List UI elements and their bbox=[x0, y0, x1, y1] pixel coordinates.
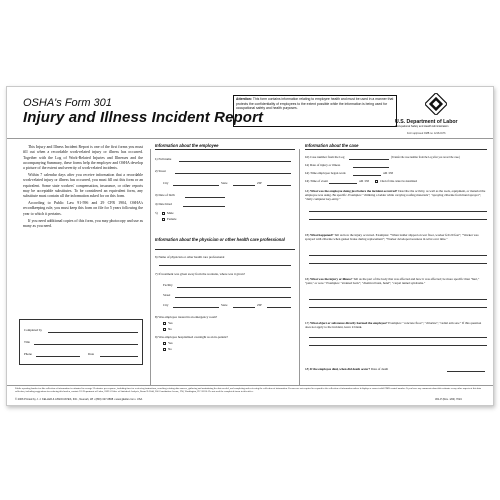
hospital-no-checkbox[interactable] bbox=[163, 348, 166, 351]
title-label: Title bbox=[24, 340, 30, 344]
field-number: 10) bbox=[305, 155, 310, 159]
city-label: City bbox=[163, 181, 169, 185]
completed-by-box bbox=[19, 319, 143, 365]
time-undetermined-label: Check if time cannot be determined bbox=[380, 180, 418, 183]
facility-state-field[interactable] bbox=[233, 307, 255, 308]
field-number: 12) bbox=[305, 171, 310, 175]
female-label: Female bbox=[167, 217, 177, 221]
physician-field-6 bbox=[155, 255, 224, 259]
injury-date-label: Date of injury or illness bbox=[309, 163, 341, 167]
event-time-field[interactable] bbox=[329, 183, 357, 184]
form-code: 301-P (Rev. 1/04) 7024 bbox=[435, 398, 462, 401]
physician-name-label: Name of physician or other health care professional bbox=[158, 255, 225, 259]
city-field[interactable] bbox=[173, 185, 219, 186]
intro-paragraph: Within 7 calendar days after you receive information that a recordable work-related injury or illness has occurred, you must fill out this form or an equivalent. Some state workers' compensation, insurance, or other reports may be acceptable substitutes. To be considered an equivalent form, any substitute must contain all the information asked for on this form. bbox=[23, 173, 143, 199]
intro-paragraph: This Injury and Illness Incident Report is one of the first forms you must fill out when a recordable work-related injury or illness has occurred. Together with the Log of Work-Related Injuries and Illnesses and the accompanying Summary, these forms help the employer and OSHA develop a picture of the extent and severity of work-related incidents. bbox=[23, 145, 143, 171]
osha-form-301-sheet bbox=[6, 86, 494, 406]
attention-label: Attention: bbox=[236, 97, 253, 101]
question-text: Tell us how the injury occurred. Examples: "When ladder slipped on wet floor, worker fell 20 feet"; "Worker was sprayed with chlorine when gasket broke during replacement"; "Worker developed soreness in wrist over time." bbox=[305, 233, 479, 242]
case-number-field[interactable] bbox=[349, 159, 389, 160]
date-hired-field[interactable] bbox=[183, 206, 225, 207]
facility-street-field[interactable] bbox=[175, 297, 291, 298]
injury-date-field[interactable] bbox=[353, 167, 389, 168]
dol-seal-icon bbox=[425, 93, 447, 115]
er-yes-checkbox[interactable] bbox=[163, 322, 166, 325]
emergency-room-question: Was employee treated in an emergency room? bbox=[158, 315, 218, 319]
field-number: 3) bbox=[155, 193, 158, 197]
no-label: No bbox=[168, 347, 172, 351]
time-undetermined-checkbox[interactable] bbox=[375, 180, 378, 183]
date-of-death-field[interactable] bbox=[447, 371, 485, 372]
no-label: No bbox=[168, 327, 172, 331]
case-question-17 bbox=[305, 321, 487, 329]
facility-zip-field[interactable] bbox=[267, 307, 291, 308]
injury-answer-line[interactable] bbox=[309, 307, 487, 308]
full-name-label: Full name bbox=[158, 157, 172, 161]
employee-field-3 bbox=[155, 193, 175, 197]
case-number-label: Case number from the Log bbox=[310, 155, 345, 159]
hospital-yes-checkbox[interactable] bbox=[163, 342, 166, 345]
case-field-13 bbox=[305, 179, 328, 183]
intro-text bbox=[23, 145, 143, 231]
omb-approval: Form approved OMB no. 1218-0176 bbox=[407, 132, 446, 135]
column-divider bbox=[299, 149, 300, 385]
er-no-checkbox[interactable] bbox=[163, 328, 166, 331]
intro-paragraph: If you need additional copies of this form, you may photocopy and use as many as you need. bbox=[23, 218, 143, 228]
question-bold: What was the injury or illness? bbox=[310, 277, 353, 281]
facility-city-field[interactable] bbox=[173, 307, 219, 308]
phone-field[interactable] bbox=[36, 356, 80, 357]
city-label: City bbox=[163, 303, 169, 307]
injury-answer-line[interactable] bbox=[309, 299, 487, 300]
question-bold: If the employee died, when did death occur? bbox=[310, 367, 371, 371]
physician-section-heading: Information about the physician or other health care professional bbox=[155, 237, 285, 242]
attention-box bbox=[233, 95, 397, 127]
case-field-12 bbox=[305, 171, 346, 175]
full-name-field[interactable] bbox=[179, 161, 291, 162]
field-number: 18) bbox=[305, 367, 310, 371]
female-checkbox[interactable] bbox=[162, 218, 165, 221]
field-number: 17) bbox=[305, 321, 310, 325]
case-field-10 bbox=[305, 155, 345, 159]
facility-field[interactable] bbox=[177, 287, 291, 288]
am-pm-label: AM / PM bbox=[383, 172, 393, 175]
case-number-note: (Transfer the case number from the Log after you record the case.) bbox=[391, 156, 461, 159]
case-question-14 bbox=[305, 189, 487, 202]
section-rule bbox=[155, 249, 295, 250]
case-field-11 bbox=[305, 163, 340, 167]
what-happened-answer-line[interactable] bbox=[309, 255, 487, 256]
date-hired-label: Date hired bbox=[158, 202, 172, 206]
street-label: Street bbox=[158, 169, 166, 173]
question-8 bbox=[155, 315, 217, 319]
field-number: 11) bbox=[305, 163, 310, 167]
field-number: 7) bbox=[155, 272, 158, 276]
activity-answer-line[interactable] bbox=[309, 219, 487, 220]
male-label: Male bbox=[167, 211, 174, 215]
date-of-birth-field[interactable] bbox=[185, 197, 225, 198]
employee-section-heading: Information about the employee bbox=[155, 143, 219, 148]
field-number: 8) bbox=[155, 315, 158, 319]
header-divider bbox=[7, 138, 493, 139]
field-number: 5) bbox=[155, 211, 158, 215]
title-field[interactable] bbox=[34, 344, 138, 345]
state-field[interactable] bbox=[233, 185, 255, 186]
am-pm-label: AM / PM bbox=[359, 180, 369, 183]
field-number: 14) bbox=[305, 189, 310, 193]
attention-text: This form contains information relating to employee health and must be used in a manner that protects the confidentiality of employees to the extent possible while the information is being used for occupational safety and health purposes. bbox=[236, 97, 394, 111]
date-of-birth-label: Date of birth bbox=[158, 193, 175, 197]
state-label: State bbox=[221, 181, 228, 185]
publisher-line: © 2006 Printed by J. J. KELLER & ASSOCIATES, INC., Neenah, WI • (800) 327-6868 • www.jjkeller.com • USA bbox=[15, 398, 143, 401]
section-rule bbox=[305, 149, 487, 150]
street-field[interactable] bbox=[175, 173, 291, 174]
field-number: 16) bbox=[305, 277, 310, 281]
completed-by-field[interactable] bbox=[48, 332, 138, 333]
hospitalized-question: Was employee hospitalized overnight as an in-patient? bbox=[158, 335, 228, 339]
case-question-15 bbox=[305, 233, 487, 241]
street-label: Street bbox=[163, 293, 171, 297]
case-question-16 bbox=[305, 277, 487, 285]
object-answer-line[interactable] bbox=[309, 337, 487, 338]
question-text: Date of death bbox=[370, 367, 389, 371]
question-text: Describe the activity, as well as the tools, equipment, or material the employee was using. Be specific. Examples: "climbing a ladder while carrying roofing materials"; "spraying chlorine from hand sprayer"; "daily computer key-entry." bbox=[305, 189, 486, 202]
began-work-field[interactable] bbox=[353, 175, 381, 176]
section-rule bbox=[155, 149, 295, 150]
form-number: OSHA's Form 301 bbox=[23, 97, 112, 109]
form-title: Injury and Illness Incident Report bbox=[23, 109, 264, 126]
field-number: 2) bbox=[155, 169, 158, 173]
yes-label: Yes bbox=[168, 321, 173, 325]
event-time-label: Time of event bbox=[310, 179, 328, 183]
question-bold: What object or substance directly harmed the employee? bbox=[310, 321, 388, 325]
what-happened-answer-line[interactable] bbox=[309, 263, 487, 264]
intro-paragraph: According to Public Law 91-596 and 29 CFR 1904, OSHA's recordkeeping rule, you must keep this form on file for 5 years following the year to which it pertains. bbox=[23, 201, 143, 216]
question-bold: What happened? bbox=[310, 233, 334, 237]
state-label: State bbox=[221, 303, 228, 307]
phone-label: Phone bbox=[24, 352, 32, 356]
yes-label: Yes bbox=[168, 341, 173, 345]
physician-name-field[interactable] bbox=[159, 265, 291, 266]
facility-label: Facility bbox=[163, 283, 173, 287]
agency-name: U.S. Department of Labor bbox=[395, 119, 458, 125]
footer-divider bbox=[7, 385, 493, 386]
field-number: 1) bbox=[155, 157, 158, 161]
zip-field[interactable] bbox=[267, 185, 291, 186]
field-number: 15) bbox=[305, 233, 310, 237]
case-section-heading: Information about the case bbox=[305, 143, 359, 148]
treatment-location-label: If treatment was given away from the worksite, where was it given? bbox=[158, 272, 246, 276]
object-answer-line[interactable] bbox=[309, 345, 487, 346]
date-label: Date bbox=[88, 352, 95, 356]
question-bold: What was the employee doing just before the incident occurred? bbox=[310, 189, 398, 193]
burden-statement: Public reporting burden for this collection of information is estimated to average 22 minutes per response, including time for reviewing instructions, searching existing data sources, gathering and maintaining the data needed, and completing and reviewing the collection of information. Persons are not required to respond to the collection of information unless it displays a current valid OMB control number. If you have any comments about this estimate or any other aspects of this data collection, including suggestions for reducing this burden, contact: US Department of Labor, OSHA Office of Statistical Analysis, Room N-3644, 200 Constitution Avenue, NW, Washington, DC 20210. Do not send the completed forms to this office. bbox=[15, 387, 481, 394]
employee-field-1 bbox=[155, 157, 171, 161]
field-number: 13) bbox=[305, 179, 310, 183]
agency-subtitle: Occupational Safety and Health Administration bbox=[395, 125, 449, 128]
question-text: Tell us the part of the body that was affected and how it was affected; be more specific than "hurt," "pain," or sore." Examples: "strained back"; "chemical burn, hand"; "carpal tunnel syndrome." bbox=[305, 277, 480, 286]
question-text: Examples: "concrete floor"; "chlorine"; "radial arm saw." If this question does not apply to the incident, leave it blank. bbox=[305, 321, 482, 330]
began-work-label: Time employee began work bbox=[310, 171, 346, 175]
employee-field-4 bbox=[155, 202, 172, 206]
completed-by-label: Completed by bbox=[24, 328, 42, 332]
male-checkbox[interactable] bbox=[162, 212, 165, 215]
question-9 bbox=[155, 335, 228, 339]
date-field[interactable] bbox=[100, 356, 138, 357]
field-number: 6) bbox=[155, 255, 158, 259]
zip-label: ZIP bbox=[257, 181, 262, 185]
employee-field-2 bbox=[155, 169, 166, 173]
field-number: 9) bbox=[155, 335, 158, 339]
physician-field-7 bbox=[155, 272, 245, 276]
column-divider bbox=[150, 149, 151, 385]
field-number: 4) bbox=[155, 202, 158, 206]
activity-answer-line[interactable] bbox=[309, 211, 487, 212]
zip-label: ZIP bbox=[257, 303, 262, 307]
